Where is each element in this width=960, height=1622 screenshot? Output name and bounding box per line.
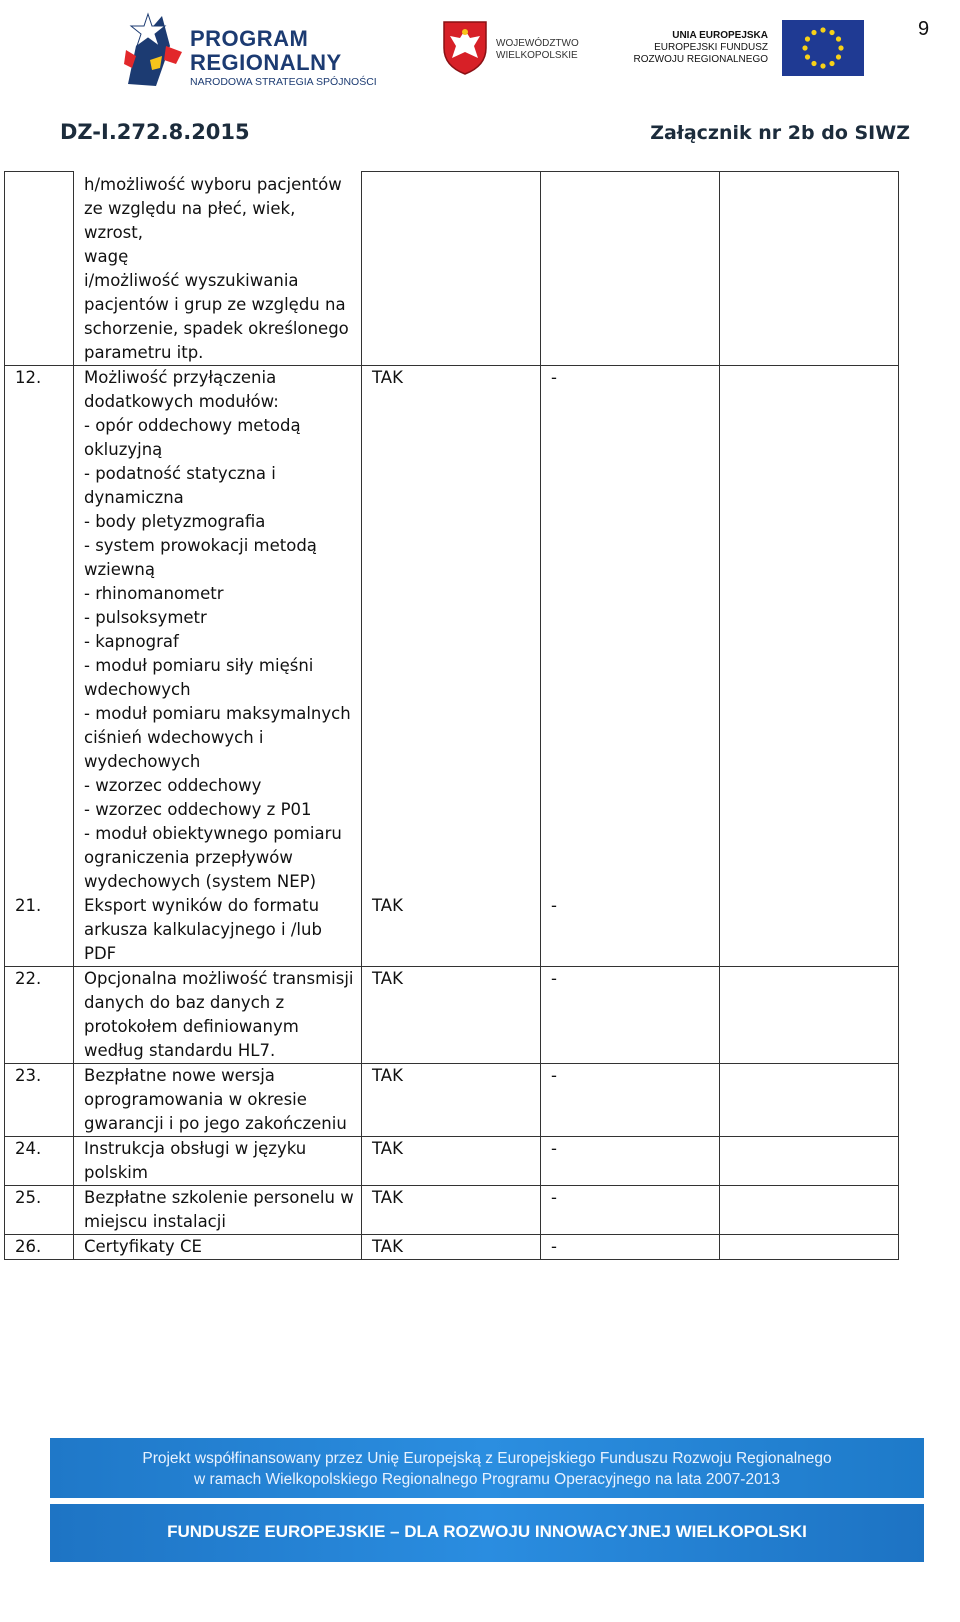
region-logo-line2: WIELKOPOLSKIE (496, 50, 578, 61)
eu-logo-line1: UNIA EUROPEJSKA (672, 30, 768, 41)
row-value: TAK (362, 365, 541, 894)
row-extra: - (541, 1136, 720, 1185)
specification-table (4, 171, 899, 1260)
row-number: 23. (5, 1063, 74, 1136)
table-row (5, 1185, 899, 1234)
annex-label: Załącznik nr 2b do SIWZ (650, 122, 910, 144)
row-number (5, 172, 74, 366)
eu-logo (628, 18, 868, 82)
row-empty (720, 966, 899, 1063)
program-regionalny-logo (122, 6, 392, 88)
row-extra: - (541, 894, 720, 967)
row-value: TAK (362, 894, 541, 967)
table-row (5, 1234, 899, 1259)
row-description: Instrukcja obsługi w języku polskim (74, 1136, 362, 1185)
table-row (5, 1136, 899, 1185)
region-logo-line1: WOJEWÓDZTWO (496, 38, 579, 49)
row-empty (720, 894, 899, 967)
table-row (5, 966, 899, 1063)
row-extra: - (541, 966, 720, 1063)
program-logo-line2: REGIONALNY (190, 50, 342, 75)
footer-line1: Projekt współfinansowany przez Unię Europejską z Europejskiego Funduszu Rozwoju Regionalnego (142, 1450, 832, 1467)
row-empty (720, 1136, 899, 1185)
eu-logo-line3: ROZWOJU REGIONALNEGO (633, 54, 768, 65)
row-number: 12. (5, 365, 74, 894)
table-row (5, 365, 899, 894)
row-value: TAK (362, 1136, 541, 1185)
row-value (362, 172, 541, 366)
wojewodztwo-logo (440, 18, 600, 78)
footer-slogan-band (50, 1504, 924, 1562)
row-number: 26. (5, 1234, 74, 1259)
row-empty (720, 1063, 899, 1136)
row-empty (720, 1185, 899, 1234)
row-number: 24. (5, 1136, 74, 1185)
row-extra: - (541, 1185, 720, 1234)
footer-slogan: FUNDUSZE EUROPEJSKIE – DLA ROZWOJU INNOWACYJNEJ WIELKOPOLSKI (167, 1522, 807, 1541)
eagle-coat-of-arms-icon (440, 18, 490, 76)
row-number: 25. (5, 1185, 74, 1234)
footer-line2: w ramach Wielkopolskiego Regionalnego Programu Operacyjnego na lata 2007-2013 (194, 1471, 780, 1488)
table-row (5, 1063, 899, 1136)
row-extra (541, 172, 720, 366)
row-empty (720, 172, 899, 366)
row-description: Eksport wyników do formatu arkusza kalkulacyjnego i /lub PDF (74, 894, 362, 967)
row-description: Bezpłatne nowe wersja oprogramowania w okresie gwarancji i po jego zakończeniu (74, 1063, 362, 1136)
row-empty (720, 1234, 899, 1259)
row-value: TAK (362, 1185, 541, 1234)
star-emblem-icon (122, 6, 186, 88)
row-extra: - (541, 1063, 720, 1136)
row-description: Możliwość przyłączenia dodatkowych modułów: - opór oddechowy metodą okluzyjną - podatność statyczna i dynamiczna - body pletyzmografia - system prowokacji metodą wziewną - rhinomanometr - pulsoksymetr - kapnograf - moduł pomiaru siły mięśni wdechowych - moduł pomiaru maksymalnych ciśnień wdechowych i wydechowych - wzorzec oddechowy - wzorzec oddechowy z P01 - moduł obiektywnego pomiaru ograniczenia przepływów wydechowych (system NEP) (74, 365, 362, 894)
row-description: Bezpłatne szkolenie personelu w miejscu instalacji (74, 1185, 362, 1234)
row-number: 21. (5, 894, 74, 967)
row-description: Opcjonalna możliwość transmisji danych do baz danych z protokołem definiowanym według standardu HL7. (74, 966, 362, 1063)
row-description: h/możliwość wyboru pacjentów ze względu na płeć, wiek, wzrost, wagę i/możliwość wyszukiwania pacjentów i grup ze względu na schorzenie, spadek określonego parametru itp. (74, 172, 362, 366)
program-logo-line1: PROGRAM (190, 26, 309, 51)
eu-flag-icon (782, 20, 864, 76)
eu-logo-line2: EUROPEJSKI FUNDUSZ (654, 42, 768, 53)
row-value: TAK (362, 1063, 541, 1136)
program-logo-line3: NARODOWA STRATEGIA SPÓJNOŚCI (190, 76, 377, 88)
row-extra: - (541, 1234, 720, 1259)
document-id: DZ-I.272.8.2015 (60, 120, 250, 144)
row-number: 22. (5, 966, 74, 1063)
table-row (5, 894, 899, 967)
page-number: 9 (918, 18, 930, 40)
row-description: Certyfikaty CE (74, 1234, 362, 1259)
row-extra: - (541, 365, 720, 894)
table-row (5, 172, 899, 366)
row-value: TAK (362, 1234, 541, 1259)
row-value: TAK (362, 966, 541, 1063)
row-empty (720, 365, 899, 894)
footer-cofinancing-band (50, 1438, 924, 1498)
